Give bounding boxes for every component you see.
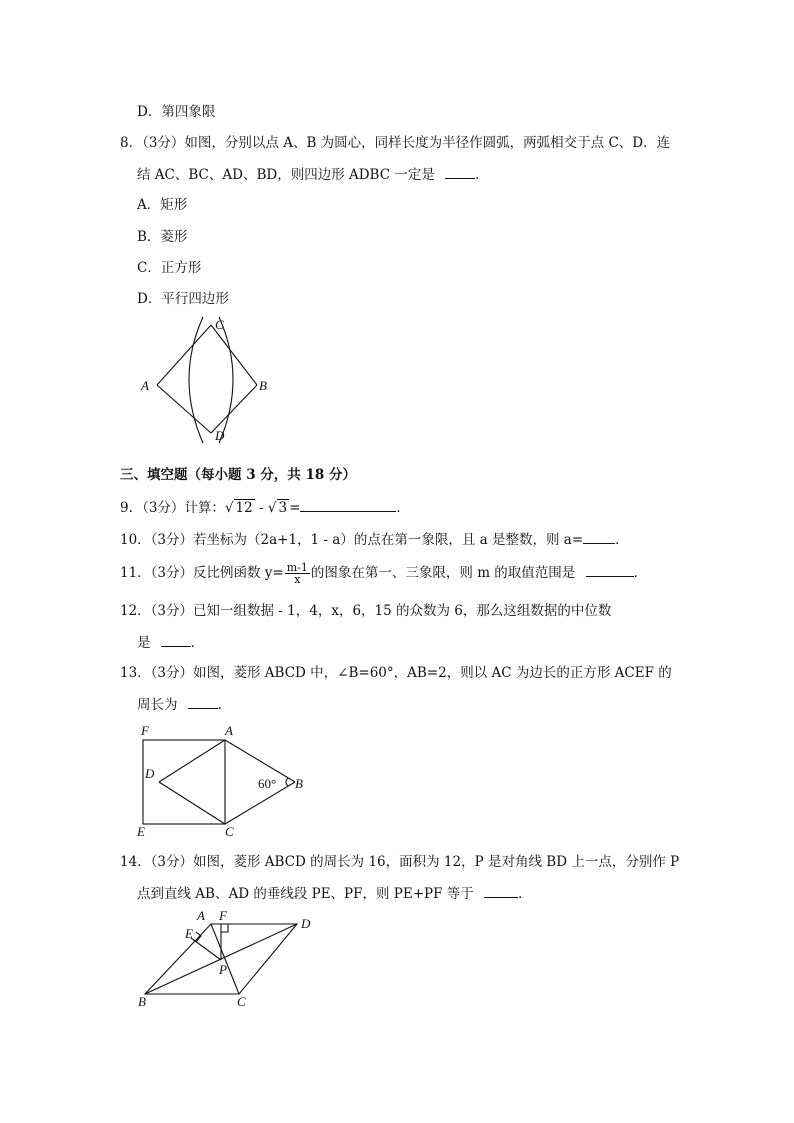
q13-line2: [137, 695, 231, 714]
q8-line2: [137, 165, 489, 184]
q12-line2-text: 是: [137, 635, 151, 651]
q9: [120, 498, 410, 517]
q8-option-b: B．菱形: [137, 229, 188, 245]
q14-end: ．: [518, 886, 532, 902]
q13-label-b: B: [295, 776, 303, 791]
q11-end: ．: [633, 565, 648, 581]
q13-angle-label: 60°: [258, 776, 277, 791]
q13-answer-blank[interactable]: [188, 695, 218, 709]
q14-label-e: E: [185, 926, 193, 941]
q11-suffix: 的图象在第一、三象限，则 m 的取值范围是: [310, 565, 576, 581]
section3-title: 三、填空题（每小题 3 分，共 18 分）: [120, 467, 356, 483]
q8-option-d: D．平行四边形: [137, 291, 229, 307]
q14-label-d: D: [301, 916, 311, 931]
q8-label-d: D: [215, 428, 225, 443]
q7-option-d: D．第四象限: [137, 104, 216, 120]
q10-end: ．: [615, 532, 629, 548]
q12-line2: [137, 633, 204, 652]
q8-edge-da: [157, 385, 211, 433]
q14-label-a: A: [197, 908, 205, 923]
q12-end: ．: [190, 635, 205, 651]
q13-label-d: D: [145, 766, 155, 781]
q8-option-a: A．矩形: [137, 197, 188, 213]
q9-radicand-1: 12: [235, 500, 253, 516]
q14-line2-text: 点到直线 AB、AD 的垂线段 PE、PF，则 PE+PF 等于: [137, 886, 474, 902]
q14-label-b: B: [138, 994, 146, 1009]
q8-arc-right: [219, 317, 233, 443]
q14-segment-pe: [191, 938, 221, 960]
q8-edge-cb: [211, 325, 257, 385]
q14-label-p: P: [219, 962, 227, 977]
q13-square-acef: [143, 740, 225, 824]
q11-fraction: [285, 562, 310, 585]
q14-label-f: F: [219, 908, 227, 923]
q10: [120, 530, 629, 549]
q9-sqrt-2: √ 3: [267, 500, 288, 516]
q13-edge-ad: [159, 740, 225, 782]
q11-denominator: x: [294, 573, 301, 586]
q13-line1: 13．（3分）如图，菱形 ABCD 中，∠B=60°，AB=2，则以 AC 为边长的正方形 ACEF 的: [120, 665, 672, 681]
q13-angle-arc: [286, 778, 288, 786]
q14-diagonal-ac: [211, 924, 239, 994]
q13-end: ．: [217, 697, 232, 713]
q8-edge-ac: [157, 325, 211, 385]
q11-numerator: m-1: [286, 561, 308, 574]
q9-minus: -: [254, 500, 268, 516]
q12-answer-blank[interactable]: [161, 633, 191, 647]
q13-label-a: A: [225, 723, 233, 738]
q13-label-c: C: [225, 824, 234, 839]
q8-label-c: C: [215, 317, 224, 332]
q8-figure: [135, 315, 285, 450]
q13-figure: [135, 722, 310, 842]
q9-eq: =: [289, 500, 301, 516]
q13-edge-dc: [159, 782, 225, 824]
q13-line2-text: 周长为: [137, 697, 178, 713]
q14-figure: [135, 906, 325, 1011]
q10-text: 10．（3分）若坐标为（2a+1，1 - a）的点在第一象限，且 a 是整数，则 a=: [120, 532, 584, 548]
q8-label-b: B: [259, 378, 267, 393]
q11-prefix: 11．（3分）反比例函数 y=: [120, 565, 284, 581]
q9-prefix: 9．（3分）计算：: [120, 500, 225, 516]
q8-end: ．: [475, 167, 489, 183]
q10-answer-blank[interactable]: [583, 530, 615, 544]
q13-label-e: E: [137, 824, 145, 839]
q14-line2: [137, 884, 532, 903]
q8-option-c: C．正方形: [137, 260, 202, 276]
q9-answer-blank[interactable]: [300, 498, 396, 512]
q14-label-c: C: [237, 994, 246, 1009]
q9-sqrt-1: √ 12: [224, 500, 253, 516]
q13-label-f: F: [141, 723, 149, 738]
q9-radicand-2: 3: [278, 500, 288, 516]
q8-label-a: A: [141, 378, 149, 393]
q8-line1: 8．（3分）如图，分别以点 A、B 为圆心，同样长度为半径作圆弧，两弧相交于点 C、D．连: [120, 135, 671, 151]
q8-line2-text: 结 AC、BC、AD、BD，则四边形 ADBC 一定是: [137, 167, 435, 183]
q9-end: ．: [396, 500, 410, 516]
q14-answer-blank[interactable]: [484, 884, 518, 898]
q12-line1: 12．（3分）已知一组数据 - 1，4，x，6，15 的众数为 6，那么这组数据的中位数: [120, 603, 612, 619]
q14-right-angle-f: [221, 924, 228, 932]
q14-line1: 14．（3分）如图，菱形 ABCD 的周长为 16，面积为 12，P 是对角线 BD 上一点，分别作 P: [120, 854, 680, 870]
q8-answer-blank[interactable]: [445, 165, 475, 179]
q8-edge-bd: [211, 385, 257, 433]
q11-answer-blank[interactable]: [586, 563, 634, 577]
q11: [120, 562, 647, 585]
